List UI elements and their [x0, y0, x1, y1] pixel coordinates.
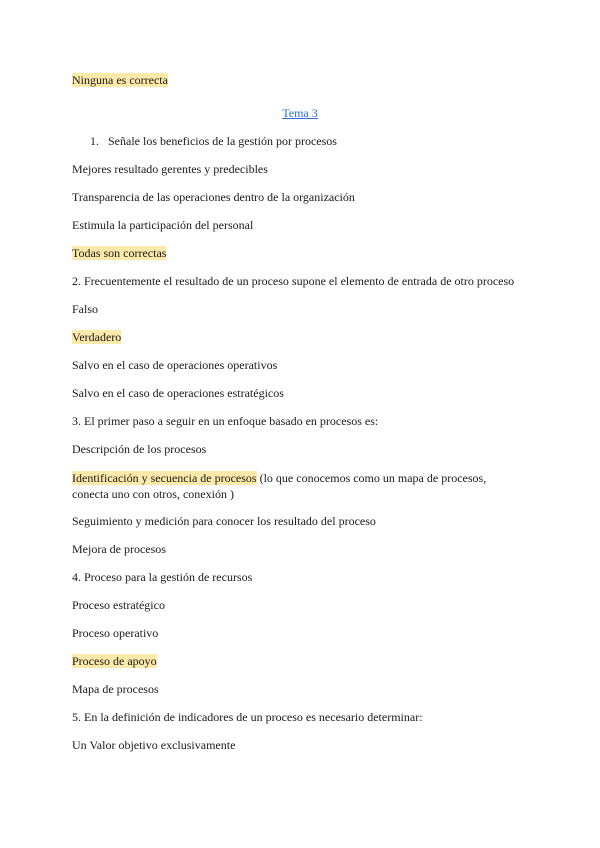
question-2: 2. Frecuentemente el resultado de un proceso supone el elemento de entrada de otro proceso	[72, 274, 515, 288]
highlighted-answer: Ninguna es correcta	[72, 73, 168, 87]
option: Mejora de procesos	[72, 542, 166, 556]
question-1	[90, 134, 337, 149]
option: Falso	[72, 302, 99, 316]
question-number: 1.	[90, 134, 99, 148]
answer-line	[72, 73, 168, 88]
option: Seguimiento y medición para conocer los resultado del proceso	[72, 514, 376, 528]
question-4: 4. Proceso para la gestión de recursos	[72, 570, 253, 584]
option: Estimula la participación del personal	[72, 218, 254, 232]
option: Salvo en el caso de operaciones estratégicos	[72, 386, 284, 400]
option: Un Valor objetivo exclusivamente	[72, 738, 236, 752]
section-title-link[interactable]: Tema 3	[282, 106, 318, 120]
option: Mapa de procesos	[72, 682, 159, 696]
option: Mejores resultado gerentes y predecibles	[72, 162, 268, 176]
highlighted-answer: Todas son correctas	[72, 246, 167, 260]
option: Salvo en el caso de operaciones operativos	[72, 358, 278, 372]
correct-option-line	[72, 330, 121, 345]
question-3: 3. El primer paso a seguir en un enfoque basado en procesos es:	[72, 414, 379, 428]
question-5: 5. En la definición de indicadores de un proceso es necesario determinar:	[72, 710, 423, 724]
correct-option-line	[72, 654, 157, 669]
correct-option-line	[72, 470, 512, 502]
highlighted-answer: Identificación y secuencia de procesos	[72, 471, 257, 485]
option: Descripción de los procesos	[72, 442, 207, 456]
highlighted-answer: Verdadero	[72, 330, 122, 344]
option: Transparencia de las operaciones dentro de la organización	[72, 190, 355, 204]
option: Proceso estratégico	[72, 598, 165, 612]
question-text: Señale los beneficios de la gestión por procesos	[108, 134, 337, 148]
correct-option-line	[72, 246, 166, 261]
answer-note: (lo que conocemos como un mapa de procesos, conecta uno con otros, conexión )	[72, 471, 487, 501]
highlighted-answer: Proceso de apoyo	[72, 654, 157, 668]
option: Proceso operativo	[72, 626, 159, 640]
